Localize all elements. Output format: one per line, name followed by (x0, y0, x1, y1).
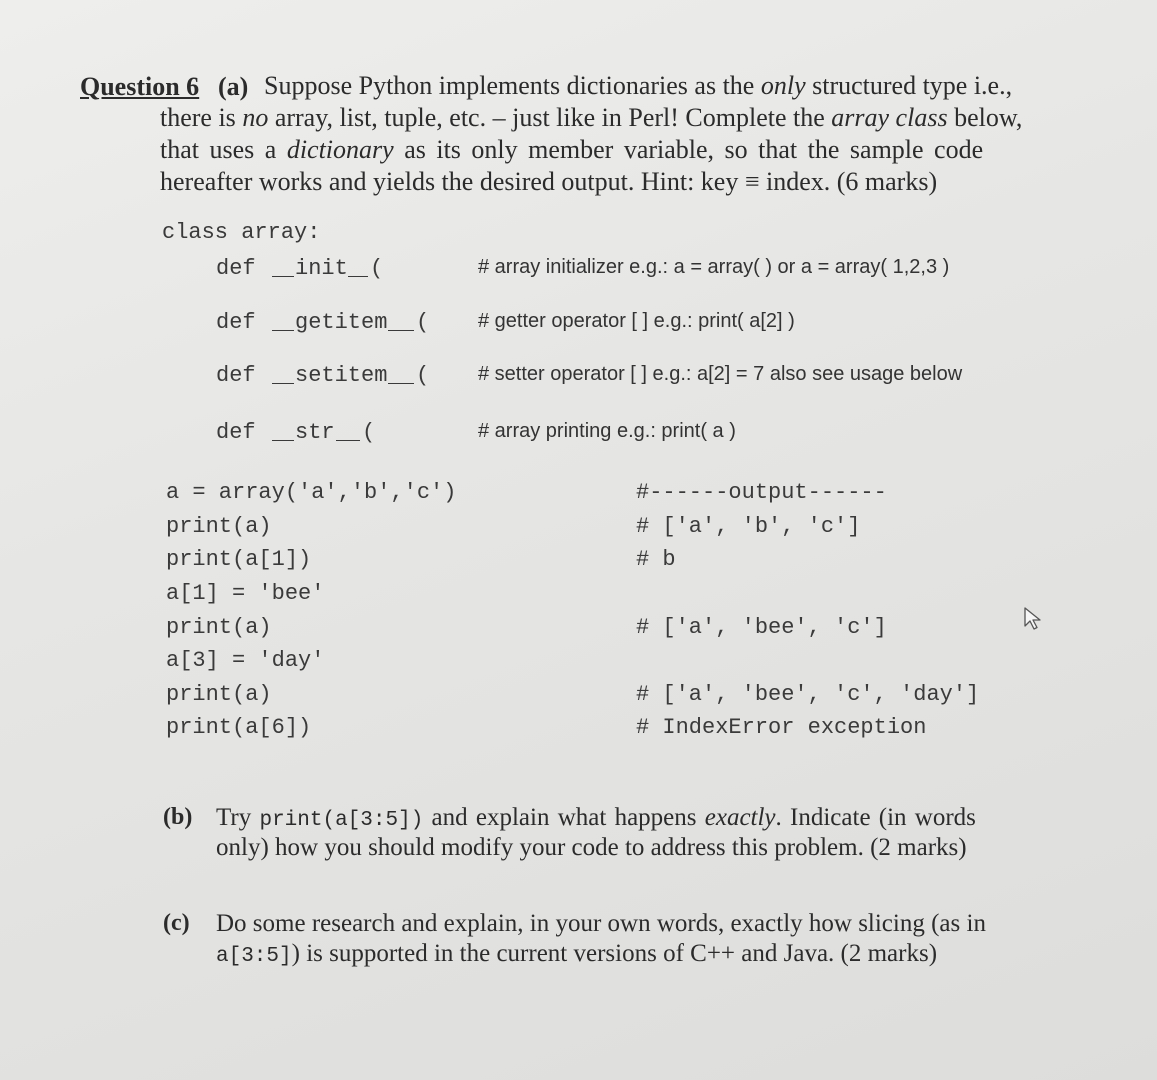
output-line: # ['a', 'bee', 'c', 'day'] (636, 682, 980, 707)
method-name: init (295, 256, 348, 281)
sample-code-line: print(a[6]) (166, 715, 312, 740)
sample-code-line: print(a) (166, 682, 272, 707)
sample-code-line: print(a) (166, 514, 272, 539)
underscore-blank (272, 422, 294, 441)
output-line: # b (636, 547, 676, 572)
sample-code-line: print(a[1]) (166, 547, 312, 572)
method-comment: # array initializer e.g.: a = array( ) or a = array( 1,2,3 ) (478, 256, 950, 278)
method-name: setitem (295, 363, 388, 388)
method-name: str (295, 420, 335, 445)
open-paren: ( (416, 363, 430, 388)
output-line: # ['a', 'bee', 'c'] (636, 615, 887, 640)
underscore-blank (336, 422, 360, 441)
method-name: getitem (295, 310, 388, 335)
def-keyword: def (216, 256, 256, 281)
part-b-label: (b) (163, 804, 193, 830)
part-a-label: (a) (218, 72, 249, 101)
part-b-line-2: only) how you should modify your code to address this problem. (2 marks) (216, 834, 967, 861)
underscore-blank (348, 258, 368, 277)
part-a-line-3: that uses a dictionary as its only member variable, so that the sample code (160, 135, 984, 164)
part-a-line-1: Suppose Python implements dictionaries as the only structured type i.e., (264, 71, 1013, 100)
part-b-line-1: Try print(a[3:5]) and explain what happens exactly. Indicate (in words (216, 804, 976, 832)
output-line: # IndexError exception (636, 715, 927, 740)
part-a-line-2: there is no array, list, tuple, etc. – just like in Perl! Complete the array class below, (160, 103, 1023, 132)
open-paren: ( (416, 310, 430, 335)
method-comment: # getter operator [ ] e.g.: print( a[2] ) (478, 310, 795, 332)
sample-code-line: a[1] = 'bee' (166, 581, 325, 606)
underscore-blank (272, 258, 294, 277)
part-c-line-1: Do some research and explain, in your own words, exactly how slicing (as in (216, 910, 986, 937)
class-header: class array: (162, 220, 321, 245)
sample-code-line: a = array('a','b','c') (166, 480, 457, 505)
output-header: #------output------ (636, 480, 887, 505)
question-number: Question 6 (80, 72, 200, 101)
underscore-blank (388, 312, 414, 331)
def-keyword: def (216, 310, 256, 335)
underscore-blank (272, 312, 294, 331)
underscore-blank (388, 365, 414, 384)
def-keyword: def (216, 363, 256, 388)
def-keyword: def (216, 420, 256, 445)
sample-code-line: a[3] = 'day' (166, 648, 325, 673)
part-c-label: (c) (163, 910, 190, 936)
open-paren: ( (362, 420, 376, 445)
part-c-line-2: a[3:5]) is supported in the current versions of C++ and Java. (2 marks) (216, 940, 938, 968)
sample-code-line: print(a) (166, 615, 272, 640)
method-comment: # array printing e.g.: print( a ) (478, 420, 736, 442)
mouse-pointer-icon (1022, 606, 1046, 632)
method-comment: # setter operator [ ] e.g.: a[2] = 7 also see usage below (478, 363, 963, 385)
part-a-line-4: hereafter works and yields the desired output. Hint: key ≡ index. (6 marks) (160, 167, 938, 196)
underscore-blank (272, 365, 294, 384)
output-line: # ['a', 'b', 'c'] (636, 514, 861, 539)
open-paren: ( (370, 256, 384, 281)
